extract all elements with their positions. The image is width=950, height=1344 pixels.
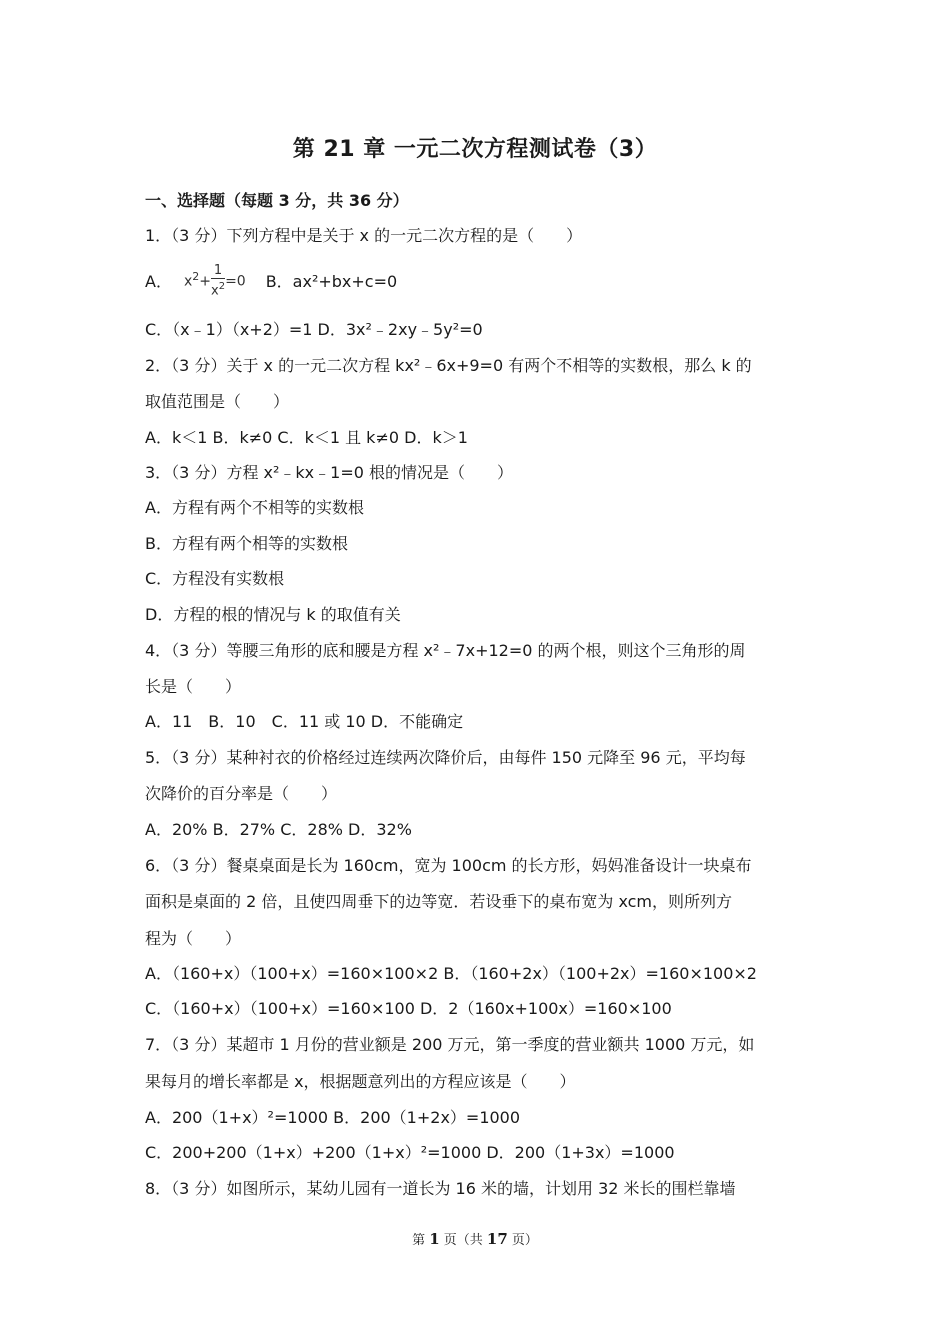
- formula-fraction: [211, 264, 225, 299]
- current-page-number: 1: [429, 1230, 440, 1248]
- formula-equals: =0: [225, 274, 246, 290]
- question-8-line-1: 8．（3 分）如图所示，某幼儿园有一道长为 16 米的墙，计划用 32 米长的围栏靠墙: [145, 1179, 736, 1198]
- question-7-options-ab: A．200（1+x）²=1000 B．200（1+2x）=1000: [145, 1108, 521, 1127]
- page-footer: [0, 1229, 950, 1248]
- footer-suffix: 页）: [507, 1233, 538, 1248]
- question-3-option-a: A．方程有两个不相等的实数根: [145, 498, 364, 517]
- question-3-option-c: C．方程没有实数根: [145, 569, 285, 588]
- formula-plus: +: [199, 274, 211, 290]
- question-7-line-2: 果每月的增长率都是 x，根据题意列出的方程应该是（ ）: [145, 1072, 576, 1091]
- total-page-count: 17: [486, 1230, 508, 1248]
- question-1-stem: 1．（3 分）下列方程中是关于 x 的一元二次方程的是（ ）: [145, 226, 583, 245]
- question-2-options: A．k＜1 B．k≠0 C．k＜1 且 k≠0 D．k＞1: [145, 428, 468, 447]
- question-6-options-cd: C．（160+x）（100+x）=160×100 D．2（160x+100x）=160×100: [145, 999, 672, 1018]
- question-6-line-1: 6．（3 分）餐桌桌面是长为 160cm，宽为 100cm 的长方形，妈妈准备设计一块桌布: [145, 856, 752, 875]
- option-b: B．ax²+bx+c=0: [265, 272, 398, 291]
- question-5-line-2: 次降价的百分率是（ ）: [145, 784, 338, 803]
- page-title: 第 21 章 一元二次方程测试卷（3）: [292, 137, 658, 162]
- fraction-denominator: [211, 279, 225, 299]
- question-1-options-ab: [145, 262, 397, 302]
- question-5-options: A．20% B．27% C．28% D．32%: [145, 820, 412, 839]
- formula-x: x: [183, 274, 193, 290]
- section-heading: 一、选择题（每题 3 分，共 36 分）: [145, 191, 409, 210]
- question-2-line-1: 2．（3 分）关于 x 的一元二次方程 kx²﹣6x+9=0 有两个不相等的实数根，那么 k 的: [145, 356, 752, 375]
- denominator-exponent: 2: [218, 281, 226, 293]
- question-6-line-3: 程为（ ）: [145, 929, 242, 948]
- question-6-line-2: 面积是桌面的 2 倍，且使四周垂下的边等宽．若设垂下的桌布宽为 xcm，则所列方: [145, 892, 733, 911]
- option-a-formula: [184, 264, 246, 299]
- question-6-options-ab: A．（160+x）（100+x）=160×100×2 B．（160+2x）（100+2x）=160×100×2: [145, 964, 757, 983]
- option-a-label: A．: [145, 272, 172, 291]
- question-4-line-2: 长是（ ）: [145, 677, 242, 696]
- question-2-line-2: 取值范围是（ ）: [145, 392, 290, 411]
- question-7-options-cd: C．200+200（1+x）+200（1+x）²=1000 D．200（1+3x）=1000: [145, 1143, 675, 1162]
- footer-middle: 页（共: [439, 1233, 487, 1248]
- question-3-option-d: D．方程的根的情况与 k 的取值有关: [145, 605, 401, 624]
- fraction-numerator: 1: [211, 264, 225, 279]
- question-3-option-b: B．方程有两个相等的实数根: [145, 534, 348, 553]
- footer-prefix: 第: [412, 1233, 430, 1248]
- question-5-line-1: 5．（3 分）某种衬衣的价格经过连续两次降价后，由每件 150 元降至 96 元，平均每: [145, 748, 746, 767]
- denominator-x: x: [210, 283, 219, 299]
- question-4-line-1: 4．（3 分）等腰三角形的底和腰是方程 x²﹣7x+12=0 的两个根，则这个三角形的周: [145, 641, 746, 660]
- question-4-options: A．11 B．10 C．11 或 10 D．不能确定: [145, 712, 464, 731]
- formula-exponent: 2: [192, 270, 200, 284]
- question-7-line-1: 7．（3 分）某超市 1 月份的营业额是 200 万元，第一季度的营业额共 1000 万元，如: [145, 1035, 755, 1054]
- question-1-options-cd: C．（x﹣1）（x+2）=1 D．3x²﹣2xy﹣5y²=0: [145, 320, 483, 339]
- question-3-stem: 3．（3 分）方程 x²﹣kx﹣1=0 根的情况是（ ）: [145, 463, 514, 482]
